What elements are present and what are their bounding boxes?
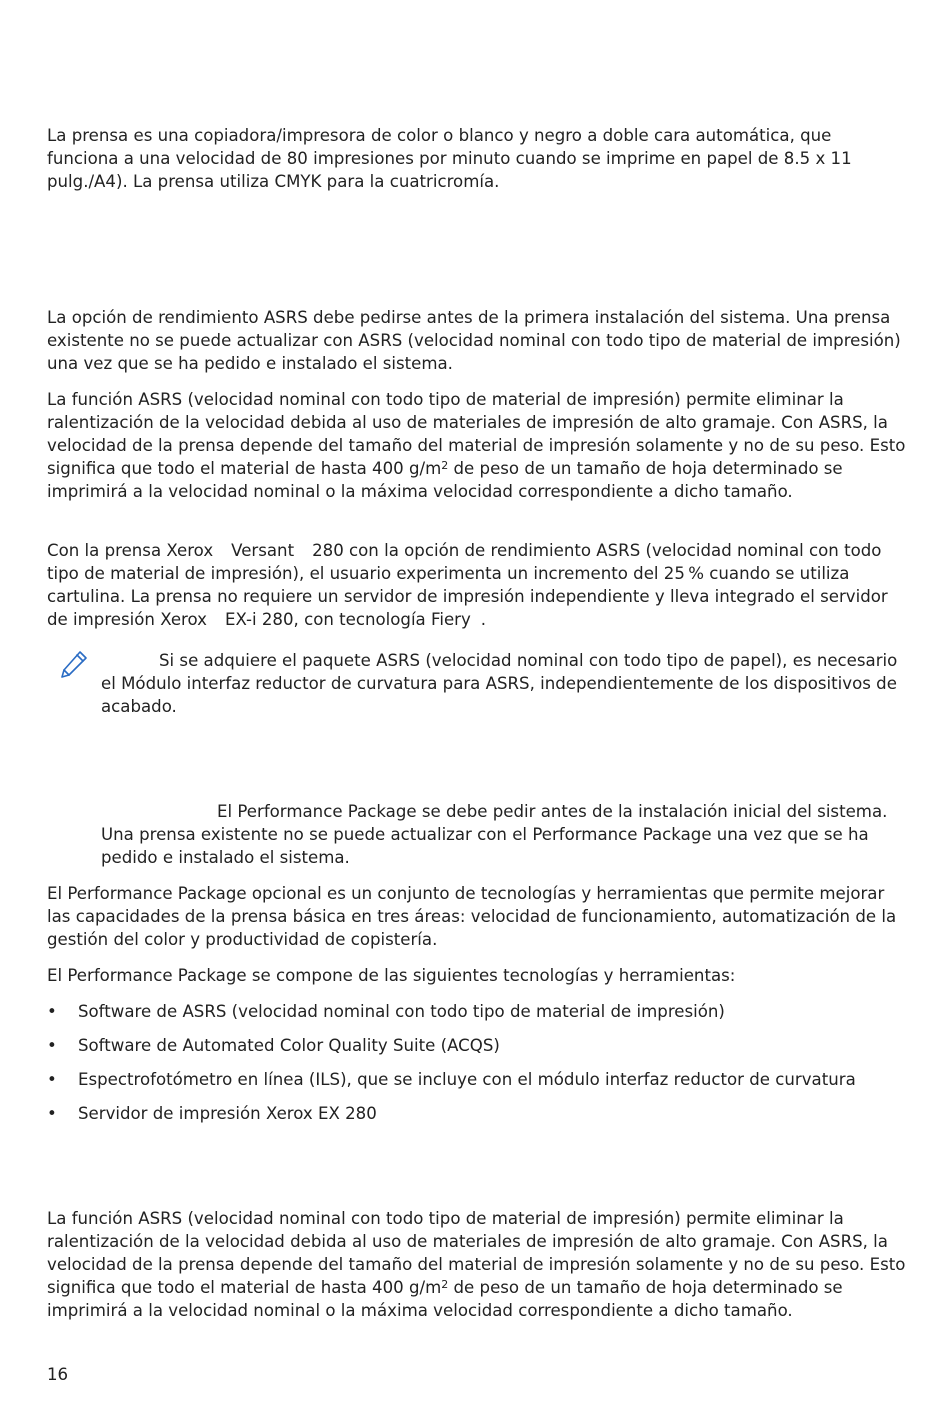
intro-paragraph: La prensa es una copiadora/impresora de color o blanco y negro a doble cara automática, que funciona a una velocidad de 80 impresiones por minuto cuando se imprime en papel de 8.5 x 11 pulg./A4). La prensa utiliza CMYK para la cuatricromía. [47,126,852,191]
performance-paragraph: El Performance Package opcional es un conjunto de tecnologías y herramientas que permite mejorar las capacidades de la prensa básica en tres áreas: velocidad de funcionamiento, automatización de la gestión del color y productividad de copistería. [47,884,897,949]
page-number: 16 [47,1365,69,1384]
superscript-2: 2 [441,1278,449,1291]
list-item: Servidor de impresión Xerox EX 280 [78,1104,377,1123]
versant-text-c: 280 con la opción de rendimiento ASRS (velocidad nominal con todo tipo de material de impresión), el usuario experimenta un incremento del 25 % cuando se utiliza cartulina. La prensa no requiere un servidor de impresión independiente y lleva integrado el servidor de impresión Xerox [47,541,888,629]
superscript-2: 2 [441,459,449,472]
versant-text-b: Versant [231,541,295,560]
asrs-function-paragraph [47,388,907,503]
versant-text-a: Con la prensa Xerox [47,541,214,560]
bullet-marker: • [47,1070,57,1089]
versant-paragraph [47,539,907,631]
bullet-marker: • [47,1036,57,1055]
asrs-repeat-text: La función ASRS (velocidad nominal con todo tipo de material de impresión) permite eliminar la ralentización de la velocidad debida al uso de materiales de impresión de alto gramaje. Con ASRS, la velocidad de la prensa depende del tamaño del material de impresión solamente y no de su peso. Esto significa que todo el material de hasta 400 g/m [47,1209,906,1297]
list-item: Espectrofotómetro en línea (ILS), que se incluye con el módulo interfaz reductor de curvatura [78,1070,856,1089]
performance-components-intro: El Performance Package se compone de las siguientes tecnologías y herramientas: [47,966,736,985]
list-item: Software de Automated Color Quality Suite (ACQS) [78,1036,500,1055]
asrs-note: Si se adquiere el paquete ASRS (velocidad nominal con todo tipo de papel), es necesario el Módulo interfaz reductor de curvatura para ASRS, independientemente de los dispositivos de acabado. [101,651,898,716]
performance-note: El Performance Package se debe pedir antes de la instalación inicial del sistema. Una prensa existente no se puede actualizar con el Performance Package una vez que se ha pedido e instalado el sistema. [101,802,888,867]
asrs-function-paragraph-repeat [47,1207,907,1322]
pencil-icon [58,648,90,680]
asrs-function-text: La función ASRS (velocidad nominal con todo tipo de material de impresión) permite eliminar la ralentización de la velocidad debida al uso de materiales de impresión de alto gramaje. Con ASRS, la velocidad de la prensa depende del tamaño del material de impresión solamente y no de su peso. Esto significa que todo el material de hasta 400 g/m [47,390,906,478]
versant-text-e: . [480,610,487,629]
asrs-order-paragraph: La opción de rendimiento ASRS debe pedirse antes de la primera instalación del sistema. Una prensa existente no se puede actualizar con ASRS (velocidad nominal con todo tipo de material de impresión) una vez que se ha pedido e instalado el sistema. [47,308,901,373]
asrs-function-text-end: de peso de un tamaño de hoja determinado se imprimirá a la velocidad nominal o la máxima velocidad correspondiente a dicho tamaño. [47,459,843,501]
versant-text-d: EX-i 280, con tecnología Fiery [224,610,471,629]
bullet-marker: • [47,1104,57,1123]
list-item: Software de ASRS (velocidad nominal con todo tipo de material de impresión) [78,1002,725,1021]
bullet-marker: • [47,1002,57,1021]
asrs-repeat-text-end: de peso de un tamaño de hoja determinado se imprimirá a la velocidad nominal o la máxima velocidad correspondiente a dicho tamaño. [47,1278,843,1320]
